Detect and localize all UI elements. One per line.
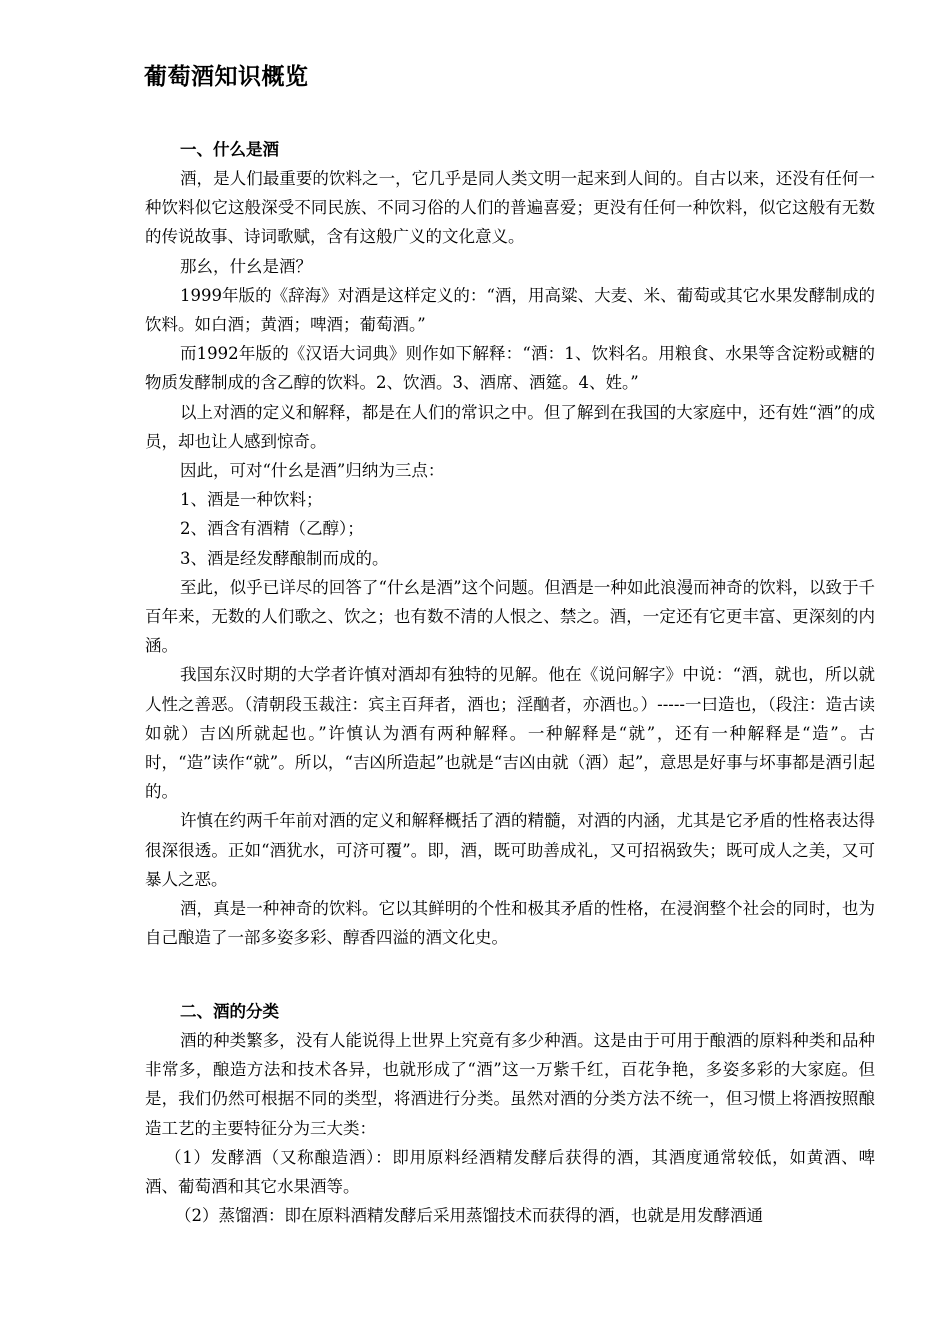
paragraph: 而1992年版的《汉语大词典》则作如下解释：“酒：1、饮料名。用粮食、水果等含淀粉或糖的物质发酵制成的含乙醇的饮料。2、饮酒。3、酒席、酒筵。4、姓。” bbox=[145, 344, 875, 393]
list-item: （2）蒸馏酒：即在原料酒精发酵后采用蒸馏技术而获得的酒，也就是用发酵酒通 bbox=[175, 1206, 763, 1226]
paragraph: 至此，似乎已详尽的回答了“什幺是酒”这个问题。但酒是一种如此浪漫而神奇的饮料，以致于千百年来，无数的人们歌之、饮之；也有数不清的人恨之、禁之。酒，一定还有它更丰富、更深刻的内涵。 bbox=[145, 577, 875, 656]
paragraph: 酒，真是一种神奇的饮料。它以其鲜明的个性和极其矛盾的性格，在浸润整个社会的同时，也为自己酿造了一部多姿多彩、醇香四溢的酒文化史。 bbox=[145, 899, 875, 948]
section-wine-classification bbox=[145, 997, 875, 1230]
paragraph: 许慎在约两千年前对酒的定义和解释概括了酒的精髓，对酒的内涵，尤其是它矛盾的性格表达得很深很透。正如“酒犹水，可济可覆”。即，酒，既可助善成礼，又可招祸致失；既可成人之美，又可暴人之恶。 bbox=[145, 811, 875, 889]
list-item: （1）发酵酒（又称酿造酒）：即用原料经酒精发酵后获得的酒，其酒度通常较低，如黄酒、啤酒、葡萄酒和其它水果酒等。 bbox=[145, 1147, 875, 1197]
section-what-is-wine bbox=[145, 135, 875, 952]
section-heading: 二、酒的分类 bbox=[180, 1002, 279, 1021]
list-item: 3、酒是经发酵酿制而成的。 bbox=[180, 548, 389, 568]
paragraph: 酒，是人们最重要的饮料之一，它几乎是同人类文明一起来到人间的。自古以来，还没有任何一种饮料似它这般深受不同民族、不同习俗的人们的普遍喜爱；更没有任何一种饮料，似它这般有无数的传说故事、诗词歌赋，含有这般广义的文化意义。 bbox=[145, 169, 875, 247]
section-heading: 一、什么是酒 bbox=[180, 140, 279, 159]
list-item: 1、酒是一种饮料； bbox=[180, 490, 323, 510]
paragraph: 1999年版的《辞海》对酒是这样定义的：“酒，用高粱、大麦、米、葡萄或其它水果发酵制成的饮料。如白酒；黄酒；啤酒；葡萄酒。” bbox=[145, 285, 875, 335]
paragraph: 以上对酒的定义和解释，都是在人们的常识之中。但了解到在我国的大家庭中，还有姓“酒”的成员，却也让人感到惊奇。 bbox=[145, 402, 875, 451]
paragraph: 酒的种类繁多，没有人能说得上世界上究竟有多少种酒。这是由于可用于酿酒的原料种类和品种非常多，酿造方法和技术各异，也就形成了“酒”这一万紫千红，百花争艳，多姿多彩的大家庭。但是，我们仍然可根据不同的类型，将酒进行分类。虽然对酒的分类方法不统一，但习惯上将酒按照酿造工艺的主要特征分为三大类： bbox=[145, 1031, 875, 1138]
paragraph: 我国东汉时期的大学者许慎对酒却有独特的见解。他在《说问解字》中说：“酒，就也，所以就人性之善恶。（清朝段玉裁注：宾主百拜者，酒也；淫酗者，亦酒也。）-----一曰造也，（段注：造古读如就）吉凶所就起也。”许慎认为酒有两种解释。一种解释是“就”，还有一种解释是“造”。古时，“造”读作“就”。所以，“吉凶所造起”也就是“吉凶由就（酒）起”，意思是好事与坏事都是酒引起的。 bbox=[145, 665, 875, 802]
document-title: 葡萄酒知识概览 bbox=[144, 64, 309, 90]
list-item: 2、酒含有酒精（乙醇）； bbox=[180, 519, 364, 539]
paragraph: 因此，可对“什幺是酒”归纳为三点： bbox=[180, 461, 445, 481]
paragraph: 那幺，什幺是酒？ bbox=[180, 256, 312, 276]
